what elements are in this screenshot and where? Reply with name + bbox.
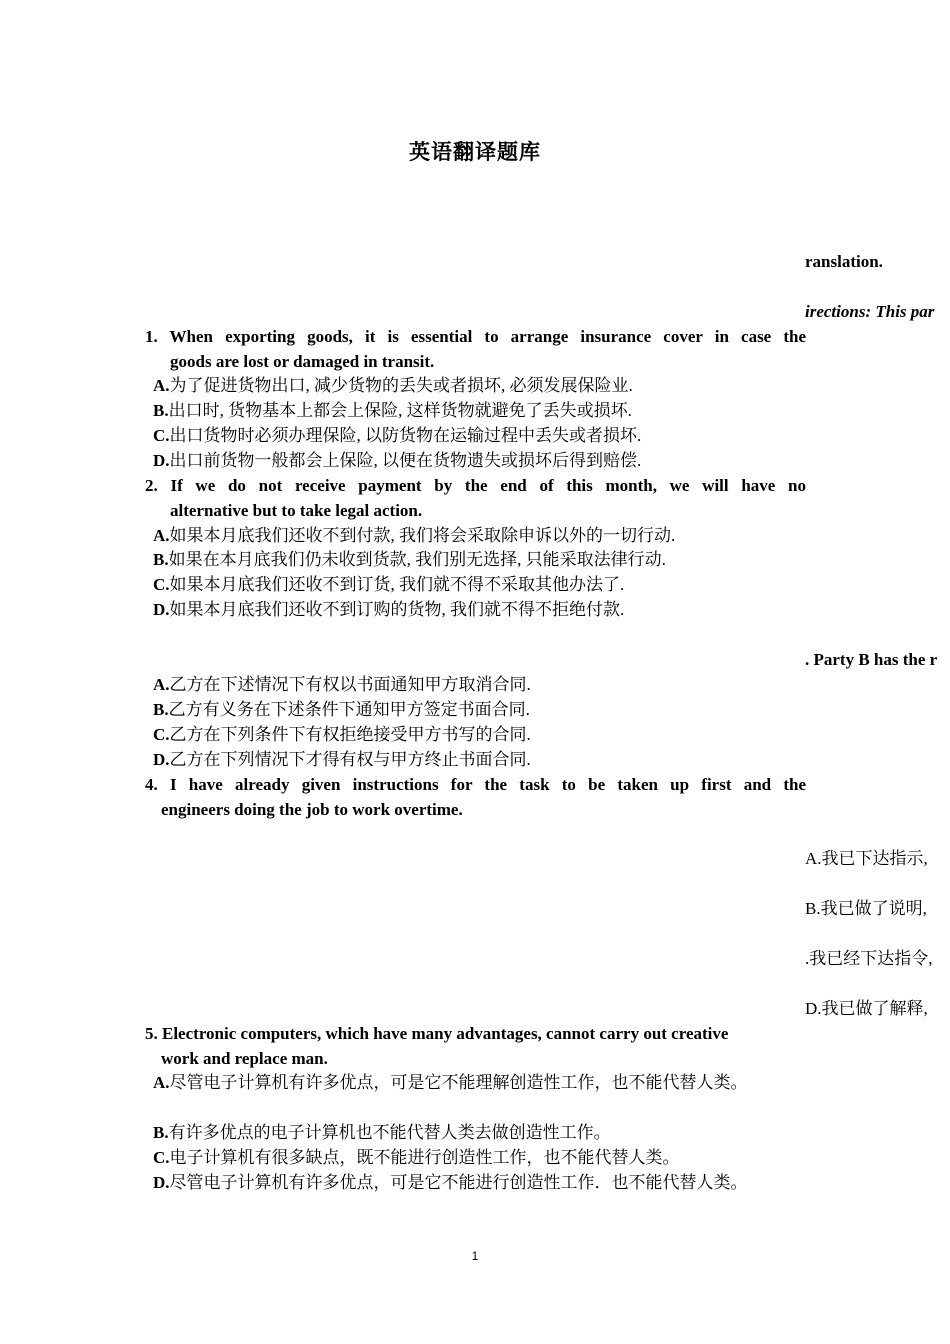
option-letter: A. [153, 526, 170, 545]
question-2-option-c [153, 573, 624, 597]
option-letter: D. [153, 750, 170, 769]
question-5-stem-line-1: 5. Electronic computers, which have many advantages, cannot carry out creative [145, 1024, 729, 1043]
question-1-option-d [153, 449, 641, 473]
question-2-option-a [153, 524, 675, 548]
option-text: 电子计算机有很多缺点，既不能进行创造性工作，也不能代替人类。 [169, 1148, 680, 1167]
question-5-option-c [153, 1146, 680, 1170]
question-4-option-c-fragment [805, 947, 933, 971]
question-3-option-a [153, 673, 531, 697]
option-letter: A. [153, 376, 170, 395]
question-5-option-d [153, 1171, 748, 1195]
option-text: 有许多优点的电子计算机也不能代替人类去做创造性工作。 [168, 1123, 611, 1142]
option-text: 出口前货物一般都会上保险, 以便在货物遗失或损坏后得到赔偿. [169, 451, 642, 470]
option-text: 乙方在下列情况下才得有权与甲方终止书面合同. [169, 750, 531, 769]
option-letter: B. [153, 401, 169, 420]
document-title: 英语翻译题库 [409, 140, 541, 164]
translation-heading-fragment: ranslation. [805, 252, 883, 271]
option-letter: C. [153, 725, 170, 744]
option-text: .我已经下达指令, [805, 949, 933, 968]
option-text: 出口货物时必须办理保险, 以防货物在运输过程中丢失或者损坏. [169, 426, 642, 445]
option-text: 尽管电子计算机有许多优点，可是它不能理解创造性工作，也不能代替人类。 [169, 1073, 748, 1092]
question-4-option-a-fragment [805, 847, 928, 871]
option-text: 尽管电子计算机有许多优点，可是它不能进行创造性工作．也不能代替人类。 [169, 1173, 748, 1192]
question-3-stem-fragment: . Party B has the r [805, 650, 938, 669]
question-1-option-b [153, 399, 632, 423]
page-number: 1 [471, 1249, 479, 1263]
option-text: 为了促进货物出口, 减少货物的丢失或者损坏, 必须发展保险业. [169, 376, 633, 395]
option-text: 乙方有义务在下述条件下通知甲方签定书面合同. [168, 700, 530, 719]
question-1-option-a [153, 374, 633, 398]
option-text: A.我已下达指示, [805, 849, 928, 868]
question-4-stem-line-1: 4. I have already given instructions for the task to be taken up first and the [145, 775, 806, 794]
option-text: B.我已做了说明, [805, 899, 927, 918]
option-text: 乙方在下列条件下有权拒绝接受甲方书写的合同. [169, 725, 531, 744]
option-text: 出口时, 货物基本上都会上保险, 这样货物就避免了丢失或损坏. [168, 401, 632, 420]
question-2-option-d [153, 598, 624, 622]
question-1-stem-line-1: 1. When exporting goods, it is essential to arrange insurance cover in case the [145, 327, 806, 346]
option-letter: C. [153, 1148, 170, 1167]
option-text: 如果本月底我们还收不到订货, 我们就不得不采取其他办法了. [169, 575, 625, 594]
question-2-option-b [153, 548, 666, 572]
option-letter: B. [153, 700, 169, 719]
option-text: 如果本月底我们还收不到付款, 我们将会采取除申诉以外的一切行动. [169, 526, 676, 545]
option-letter: B. [153, 550, 169, 569]
question-3-option-d [153, 748, 531, 772]
question-4-option-b-fragment [805, 897, 927, 921]
question-2-stem-line-2: alternative but to take legal action. [170, 501, 423, 520]
option-text: 如果本月底我们还收不到订购的货物, 我们就不得不拒绝付款. [169, 600, 625, 619]
question-5-option-b [153, 1121, 611, 1145]
option-letter: D. [153, 600, 170, 619]
option-letter: C. [153, 426, 170, 445]
question-4-option-d-fragment [805, 997, 928, 1021]
question-1-option-c [153, 424, 641, 448]
directions-fragment: irections: This par [805, 302, 935, 321]
option-letter: D. [153, 451, 170, 470]
option-letter: B. [153, 1123, 169, 1142]
question-3-option-b [153, 698, 530, 722]
question-5-stem-line-2: work and replace man. [161, 1049, 328, 1068]
option-letter: A. [153, 675, 170, 694]
option-text: 如果在本月底我们仍未收到货款, 我们别无选择, 只能采取法律行动. [168, 550, 666, 569]
option-text: D.我已做了解释, [805, 999, 928, 1018]
question-2-stem-line-1: 2. If we do not receive payment by the end of this month, we will have no [145, 476, 806, 495]
question-1-stem-line-2: goods are lost or damaged in transit. [170, 352, 435, 371]
option-letter: C. [153, 575, 170, 594]
option-letter: D. [153, 1173, 170, 1192]
option-letter: A. [153, 1073, 170, 1092]
question-5-option-a [153, 1071, 748, 1095]
question-4-stem-line-2: engineers doing the job to work overtime. [161, 800, 463, 819]
question-3-option-c [153, 723, 531, 747]
option-text: 乙方在下述情况下有权以书面通知甲方取消合同. [169, 675, 531, 694]
